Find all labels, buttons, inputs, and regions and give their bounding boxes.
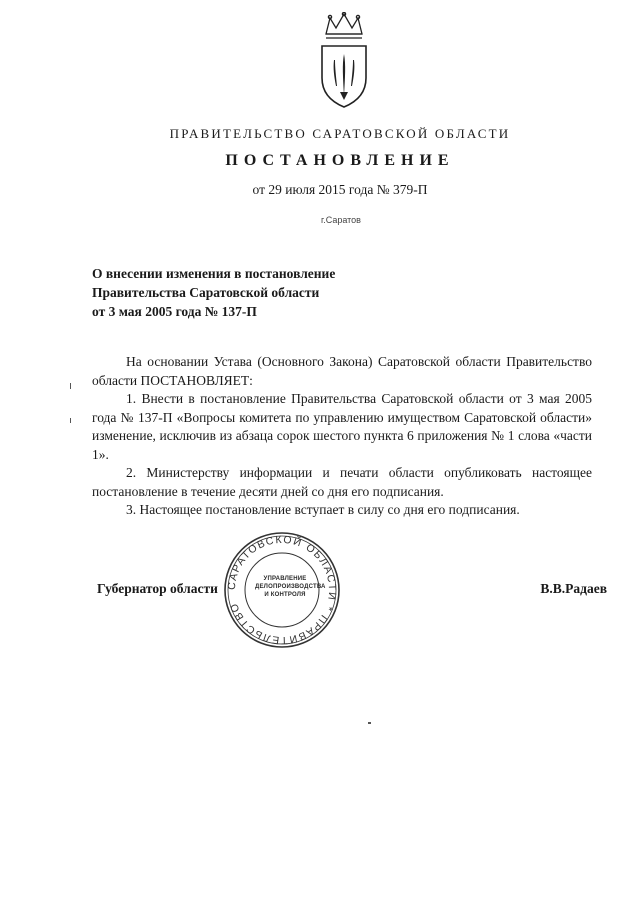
subject-line: О внесении изменения в постановление (92, 266, 336, 281)
document-date-number: от 29 июля 2015 года № 379-П (252, 182, 428, 197)
stamp-line: УПРАВЛЕНИЕ (263, 576, 307, 582)
scan-speck (368, 722, 371, 724)
document-body (92, 353, 592, 520)
stamp-line: ДЕЛОПРОИЗВОДСТВА (255, 584, 326, 590)
body-paragraph: 3. Настоящее постановление вступает в силу со дня его подписания. (126, 502, 520, 517)
subject-line: от 3 мая 2005 года № 137-П (92, 304, 257, 319)
body-paragraph: 2. Министерству информации и печати области опубликовать настоящее постановление в течение десяти дней со дня его подписания. (92, 465, 592, 499)
government-name: ПРАВИТЕЛЬСТВО САРАТОВСКОЙ ОБЛАСТИ (169, 126, 511, 141)
subject-line: Правительства Саратовской области (92, 285, 320, 300)
signatory-name: В.В.Радаев (540, 581, 607, 596)
body-paragraph: На основании Устава (Основного Закона) Саратовской области Правительство области ПОСТАНОВЛЯЕТ: (92, 354, 592, 388)
document-city: г.Саратов (321, 215, 361, 225)
scan-speck (70, 383, 71, 389)
scan-speck (70, 418, 71, 423)
stamp-line: И КОНТРОЛЯ (264, 592, 306, 598)
body-paragraph: 1. Внести в постановление Правительства Саратовской области от 3 мая 2005 года № 137-П «Вопросы комитета по управлению имуществом Саратовской области» изменение, исключив из абзаца сорок шестого пункта 6 приложения № 1 слова «части 1». (92, 391, 592, 462)
document-type: ПОСТАНОВЛЕНИЕ (225, 152, 455, 169)
stamp-ring-text: САРАТОВСКОЙ ОБЛАСТИ * ПРАВИТЕЛЬСТВО (225, 533, 339, 647)
signature-row (97, 581, 607, 605)
signatory-title: Губернатор области (97, 581, 218, 596)
document-subject (92, 264, 412, 321)
saratov-coat-of-arms-icon (312, 12, 376, 112)
